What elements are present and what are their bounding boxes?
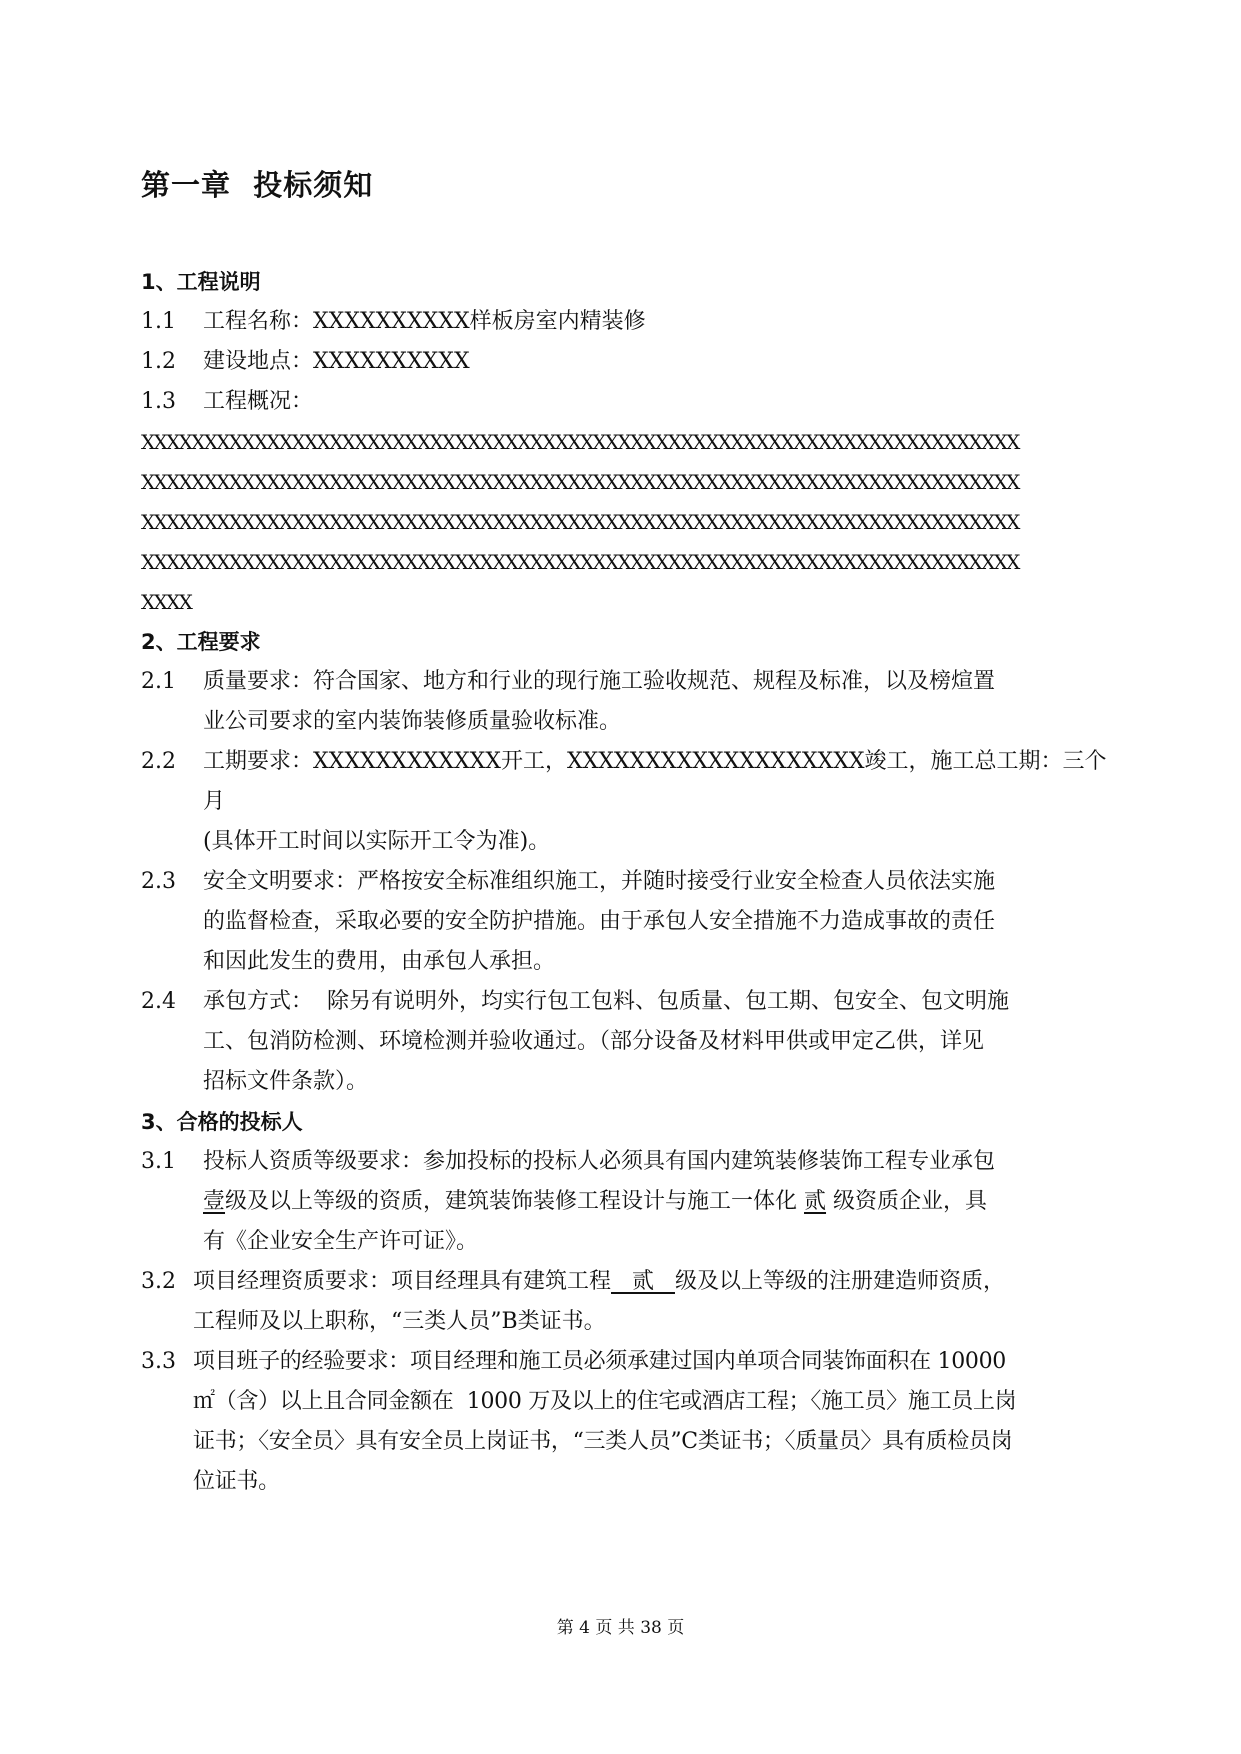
overview-line: XXXXXXXXXXXXXXXXXXXXXXXXXXXXXXXXXXXXXXXXXXXXXXXXXXXXXXXXXXXXXXXXXXXXXX [141, 430, 1019, 454]
item-number: 2.3 [141, 869, 176, 894]
item-number: 2.2 [141, 749, 176, 774]
item-line: 工期要求：XXXXXXXXXXXX开工，XXXXXXXXXXXXXXXXXXX竣工，施工总工期：三个月 [203, 749, 1107, 814]
item-1-3 [141, 382, 1111, 422]
item-1-1 [141, 302, 1111, 342]
item-line: 位证书。 [193, 1469, 280, 1494]
overview-line: XXXXXXXXXXXXXXXXXXXXXXXXXXXXXXXXXXXXXXXXXXXXXXXXXXXXXXXXXXXXXXXXXXXXXX [141, 470, 1019, 494]
item-2-2 [141, 742, 1111, 862]
item-line: 级及以上等级的资质，建筑装饰装修工程设计与施工一体化 [225, 1189, 805, 1214]
item-number: 1.2 [141, 349, 176, 374]
item-text [193, 1262, 1111, 1342]
item-number: 3.3 [141, 1349, 176, 1374]
item-number: 3.1 [141, 1149, 176, 1174]
item-text [203, 982, 1111, 1102]
overview-line: XXXXXXXXXXXXXXXXXXXXXXXXXXXXXXXXXXXXXXXXXXXXXXXXXXXXXXXXXXXXXXXXXXXXXX [141, 510, 1019, 534]
item-line: 的监督检查，采取必要的安全防护措施。由于承包人安全措施不力造成事故的责任 [203, 909, 996, 934]
item-1-2 [141, 342, 1111, 382]
item-number: 2.1 [141, 669, 176, 694]
item-text: 建设地点：XXXXXXXXXX [203, 349, 470, 374]
item-number: 1.1 [141, 309, 176, 334]
item-line: 有《企业安全生产许可证》。 [203, 1229, 479, 1254]
item-line: 质量要求：符合国家、地方和行业的现行施工验收规范、规程及标准，以及榜煊置 [203, 669, 996, 694]
item-line: ㎡（含）以上且合同金额在 1000 万及以上的住宅或酒店工程；〈施工员〉施工员上岗 [193, 1389, 1017, 1414]
underlined-grade: 贰 [611, 1269, 675, 1294]
item-number: 3.2 [141, 1269, 176, 1294]
item-text [203, 662, 1111, 742]
item-2-1 [141, 662, 1111, 742]
item-line: (具体开工时间以实际开工令为准)。 [203, 829, 551, 854]
document-body [141, 262, 1111, 1502]
item-line: 招标文件条款）。 [203, 1069, 369, 1094]
item-line: 和因此发生的费用，由承包人承担。 [203, 949, 556, 974]
item-line: 承包方式： 除另有说明外，均实行包工包料、包质量、包工期、包安全、包文明施 [203, 989, 1009, 1014]
underlined-grade: 贰 [804, 1189, 827, 1214]
section-heading-2: 2、工程要求 [141, 630, 261, 654]
item-line: 级及以上等级的注册建造师资质， [674, 1269, 1005, 1294]
item-line: 业公司要求的室内装饰装修质量验收标准。 [203, 709, 622, 734]
item-3-2 [141, 1262, 1111, 1342]
page-footer: 第 4 页 共 38 页 [556, 1618, 685, 1638]
underlined-grade: 壹 [203, 1189, 226, 1214]
section-heading-3: 3、合格的投标人 [141, 1110, 303, 1134]
item-number: 2.4 [141, 989, 176, 1014]
item-line: 证书；〈安全员〉具有安全员上岗证书，“三类人员”C类证书；〈质量员〉具有质检员岗 [193, 1429, 1013, 1454]
overview-line: XXXX [141, 590, 192, 614]
item-line: 项目经理资质要求：项目经理具有建筑工程 [193, 1269, 612, 1294]
item-2-3 [141, 862, 1111, 982]
item-line: 工程师及以上职称，“三类人员”B类证书。 [193, 1309, 606, 1334]
item-line: 安全文明要求：严格按安全标准组织施工，并随时接受行业安全检查人员依法实施 [203, 869, 996, 894]
item-3-3 [141, 1342, 1111, 1502]
item-text [203, 862, 1111, 982]
section-heading-1: 1、工程说明 [141, 270, 261, 294]
item-text: 工程概况： [203, 389, 314, 414]
item-text: 工程名称：XXXXXXXXXX样板房室内精装修 [203, 309, 646, 334]
chapter-title: 第一章 投标须知 [141, 168, 374, 202]
item-number: 1.3 [141, 389, 176, 414]
item-text [203, 742, 1111, 862]
item-text [203, 1142, 1111, 1262]
item-line: 项目班子的经验要求：项目经理和施工员必须承建过国内单项合同装饰面积在 10000 [193, 1349, 1006, 1374]
item-line: 级资质企业，具 [826, 1189, 988, 1214]
item-3-1 [141, 1142, 1111, 1262]
overview-line: XXXXXXXXXXXXXXXXXXXXXXXXXXXXXXXXXXXXXXXXXXXXXXXXXXXXXXXXXXXXXXXXXXXXXX [141, 550, 1019, 574]
item-line: 工、包消防检测、环境检测并验收通过。（部分设备及材料甲供或甲定乙供，详见 [203, 1029, 985, 1054]
item-2-4 [141, 982, 1111, 1102]
item-text [193, 1342, 1111, 1502]
item-line: 投标人资质等级要求：参加投标的投标人必须具有国内建筑装修装饰工程专业承包 [203, 1149, 996, 1174]
